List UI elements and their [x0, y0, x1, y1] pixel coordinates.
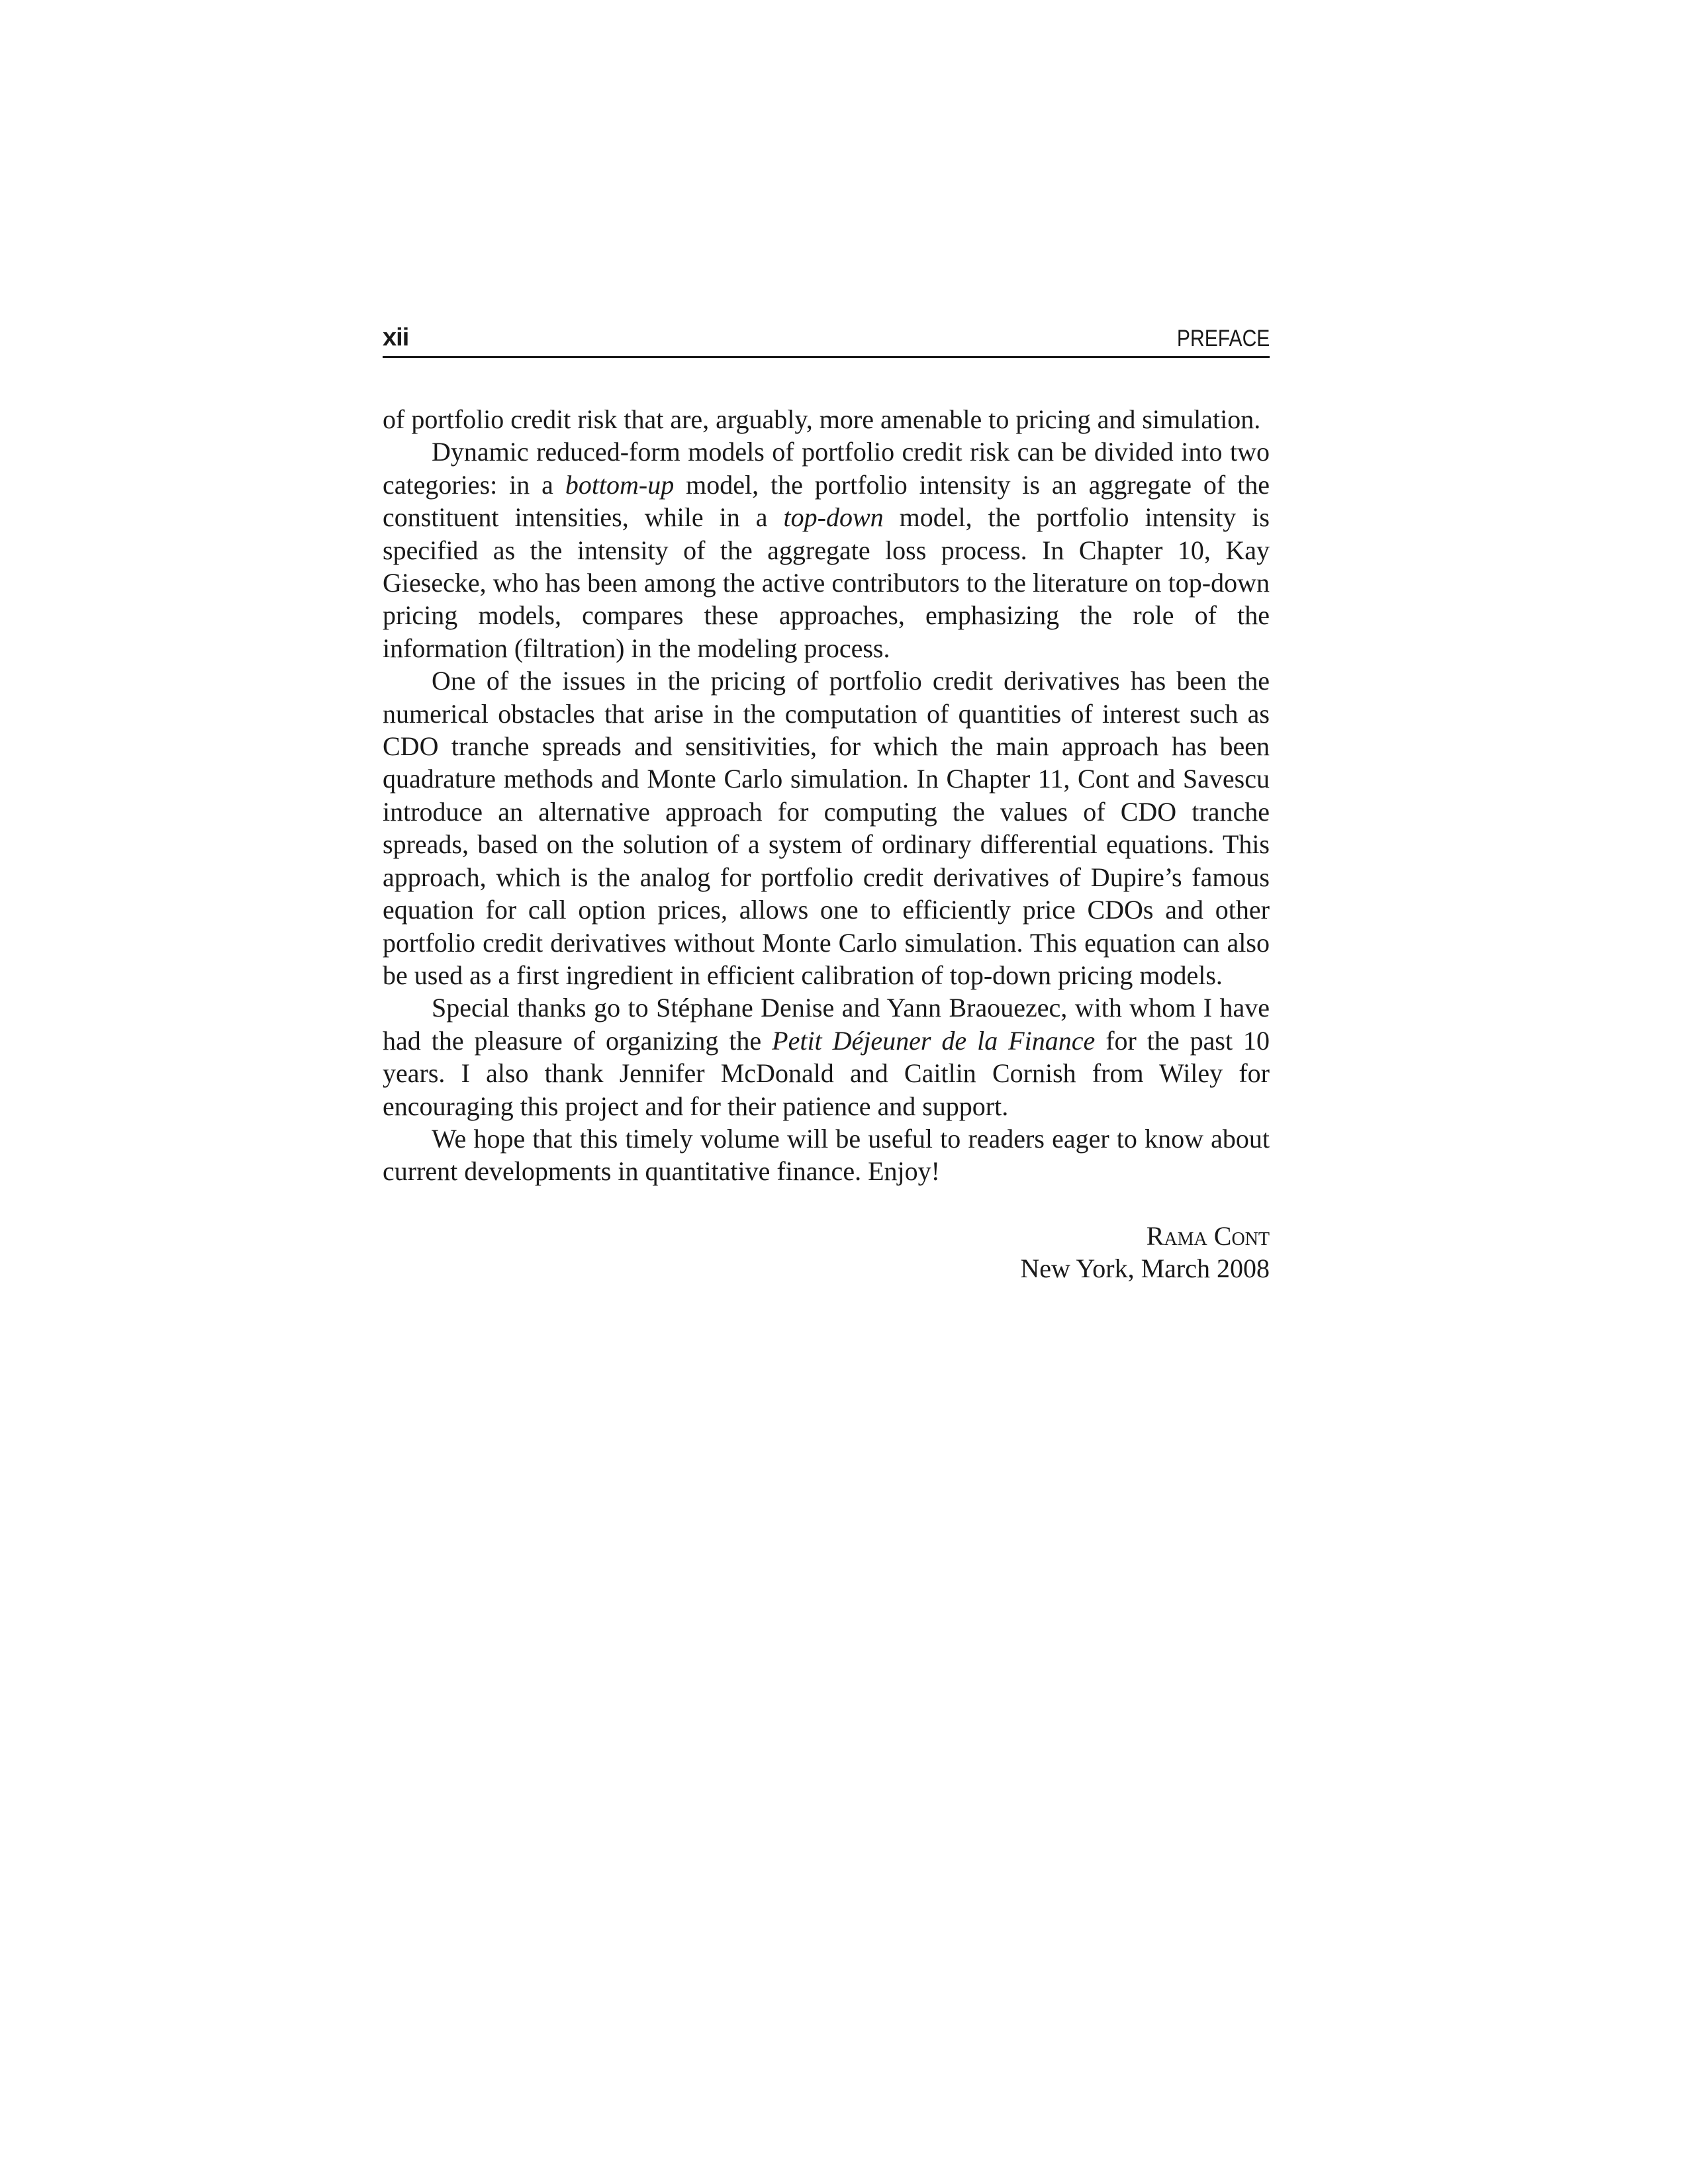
- page-number: xii: [383, 324, 409, 351]
- section-title: PREFACE: [1176, 326, 1270, 351]
- running-head: [383, 323, 1270, 358]
- paragraph-1: of portfolio credit risk that are, arguably, more amenable to pricing and simulation.: [383, 404, 1261, 434]
- place-date: New York, March 2008: [1020, 1253, 1270, 1284]
- paragraph-2: Dynamic reduced-form models of portfolio credit risk can be divided into two categories: in a bottom-up model, the portfolio intensity is an aggregate of the constituent intensities, while in a top-down model, the portfolio intensity is specified as the intensity of the aggregate loss process. In Chapter 10, Kay Giesecke, who has been among the active contributors to the literature on top-down pricing models, compares these approaches, emphasizing the role of the information (filtration) in the modeling process.: [383, 437, 1270, 663]
- italic-term-bottom-up: bottom-up: [565, 469, 675, 500]
- paragraph-5: We hope that this timely volume will be useful to readers eager to know about current developments in quantitative finance. Enjoy!: [383, 1123, 1270, 1187]
- italic-term-top-down: top-down: [783, 502, 884, 533]
- paragraph-4: Special thanks go to Stéphane Denise and Yann Braouezec, with whom I have had the pleasure of organizing the Petit Déjeuner de la Finance for the past 10 years. I also thank Jennifer McDonald and Caitlin Cornish from Wiley for encouraging this project and for their patience and support.: [383, 993, 1270, 1121]
- preface-body: [383, 403, 1270, 1188]
- paragraph-3: One of the issues in the pricing of portfolio credit derivatives has been the numerical obstacles that arise in the computation of quantities of interest such as CDO tranche spreads and sensitivities, for which the main approach has been quadrature methods and Monte Carlo simulation. In Chapter 11, Cont and Savescu introduce an alternative approach for computing the values of CDO tranche spreads, based on the solution of a system of ordinary differential equations. This approach, which is the analog for portfolio credit derivatives of Dupire’s famous equation for call option prices, allows one to efficiently price CDOs and other portfolio credit derivatives without Monte Carlo simulation. This equation can also be used as a first ingredient in efficient calibration of top-down pricing models.: [383, 666, 1270, 990]
- signature-block: [383, 1220, 1270, 1285]
- book-page: [383, 323, 1270, 1285]
- italic-event-name: Petit Déjeuner de la Finance: [772, 1025, 1096, 1056]
- author-name: Rama Cont: [1146, 1220, 1270, 1251]
